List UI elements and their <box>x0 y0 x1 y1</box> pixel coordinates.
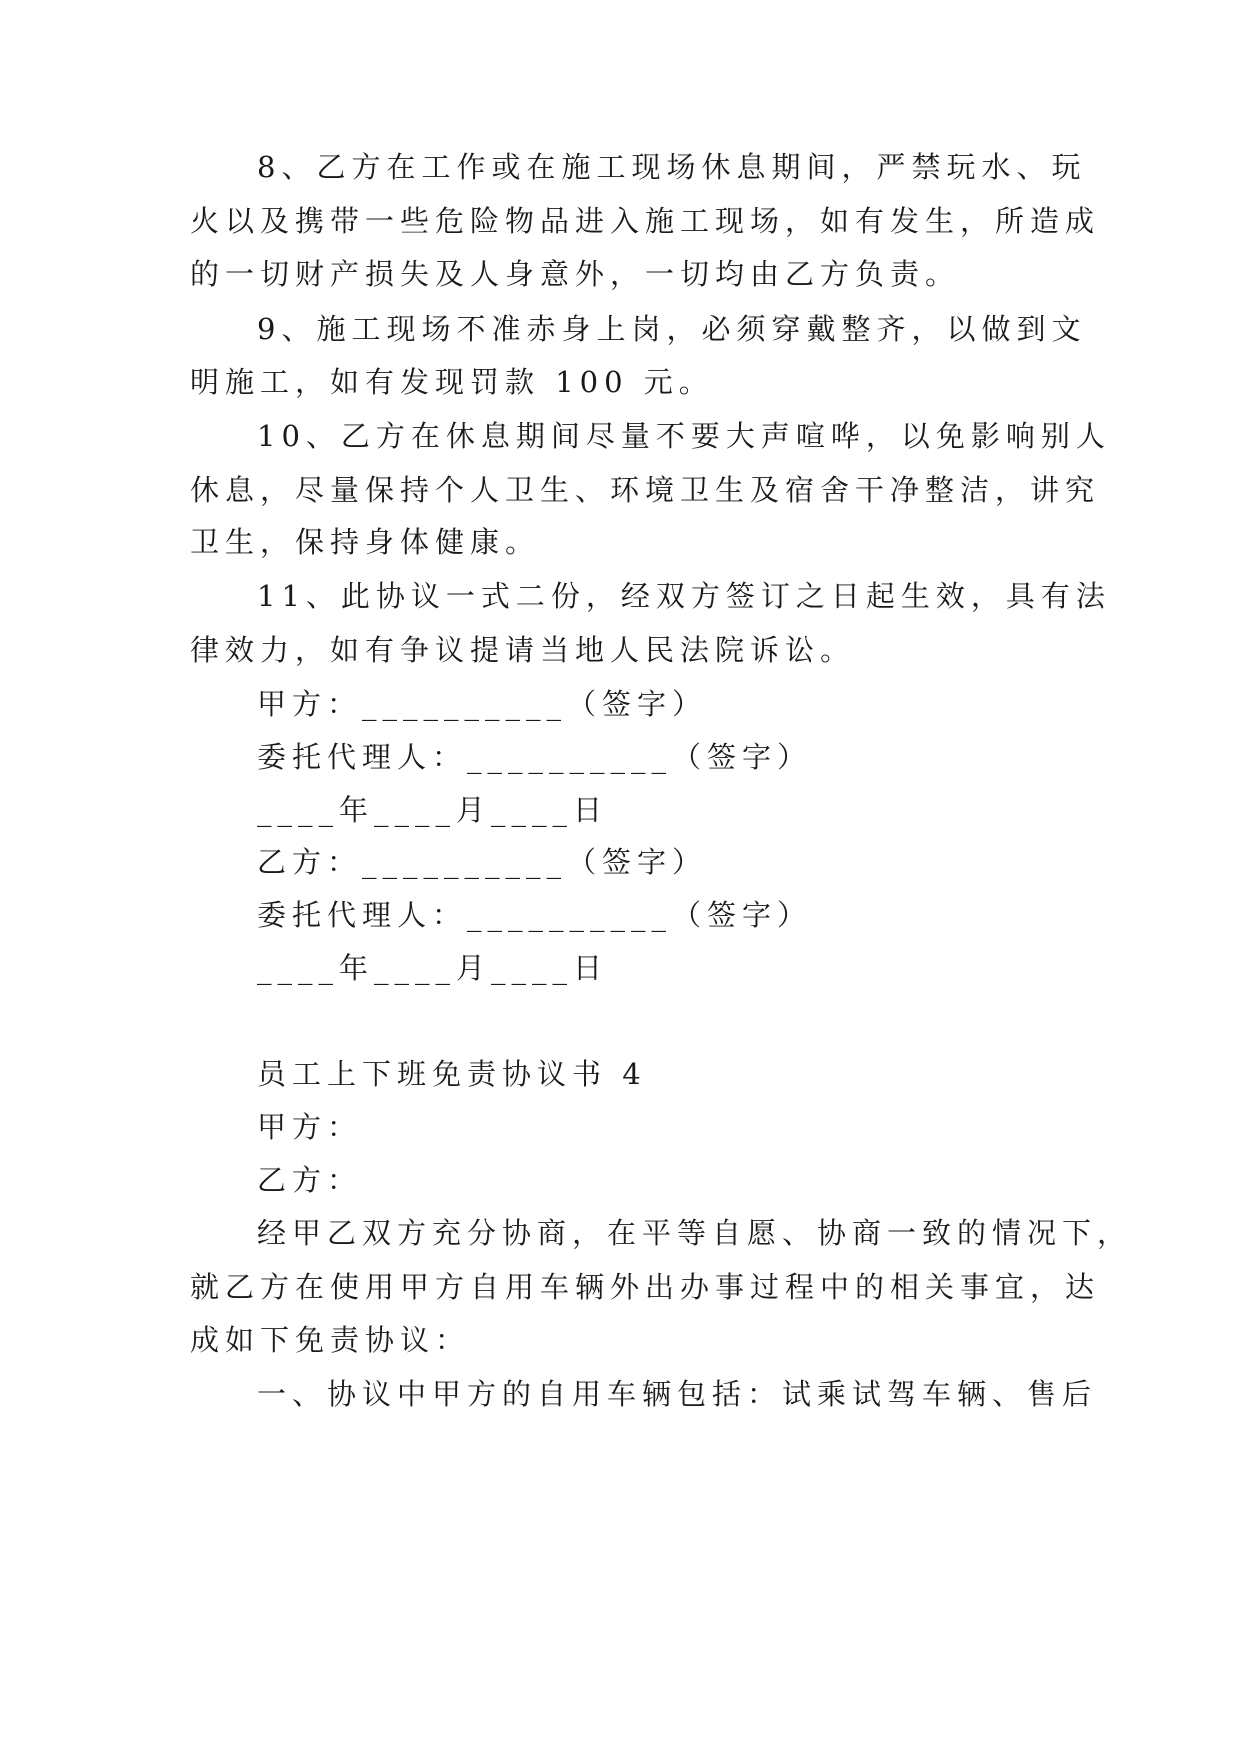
paragraph-line: 就乙方在使用甲方自用车辆外出办事过程中的相关事宜，达 <box>190 1270 1101 1304</box>
paragraph-line: 经甲乙双方充分协商，在平等自愿、协商一致的情况下， <box>257 1216 1133 1250</box>
paragraph-line: 10、乙方在休息期间尽量不要大声喧哗，以免影响别人 <box>257 419 1111 453</box>
paragraph-line: 休息，尽量保持个人卫生、环境卫生及宿舍干净整洁，讲究 <box>190 473 1101 507</box>
paragraph-line: 卫生，保持身体健康。 <box>190 525 541 559</box>
paragraph-line: 律效力，如有争议提请当地人民法院诉讼。 <box>190 633 856 667</box>
signature-line-agent-a: 委托代理人：__________（签字） <box>257 740 813 774</box>
paragraph-line: 明施工，如有发现罚款 100 元。 <box>190 365 714 399</box>
paragraph-line: 8、乙方在工作或在施工现场休息期间，严禁玩水、玩 <box>257 150 1087 184</box>
signature-line-party-b: 乙方：__________（签字） <box>257 845 708 879</box>
paragraph-line: 的一切财产损失及人身意外，一切均由乙方负责。 <box>190 257 961 291</box>
paragraph-line: 一、协议中甲方的自用车辆包括：试乘试驾车辆、售后 <box>257 1377 1098 1411</box>
signature-line-agent-b: 委托代理人：__________（签字） <box>257 898 813 932</box>
paragraph-line: 11、此协议一式二份，经双方签订之日起生效，具有法 <box>257 579 1111 613</box>
party-b-label: 乙方： <box>257 1163 363 1197</box>
signature-line-party-a: 甲方：__________（签字） <box>257 687 708 721</box>
party-a-label: 甲方： <box>257 1110 363 1144</box>
paragraph-line: 火以及携带一些危险物品进入施工现场，如有发生，所造成 <box>190 204 1101 238</box>
paragraph-line: 成如下免责协议： <box>190 1323 471 1357</box>
paragraph-line: 9、施工现场不准赤身上岗，必须穿戴整齐，以做到文 <box>257 312 1087 346</box>
date-line-a: ____年____月____日 <box>257 793 609 827</box>
date-line-b: ____年____月____日 <box>257 951 609 985</box>
section-title: 员工上下班免责协议书 4 <box>257 1057 647 1091</box>
